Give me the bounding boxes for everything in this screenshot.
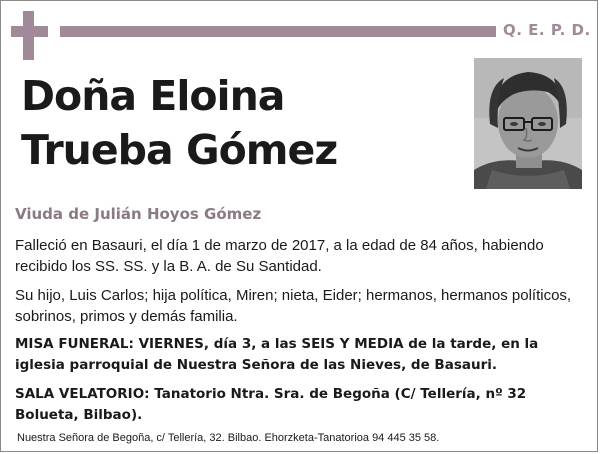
name-line-1: Doña Eloina <box>21 72 285 120</box>
name-line-2: Trueba Gómez <box>21 126 338 174</box>
funeral-mass-paragraph: MISA FUNERAL: VIERNES, día 3, a las SEIS Y MEDIA de la tarde, en la iglesia parroquial de Nuestra Señora de las Nieves, de Basauri. <box>15 336 539 373</box>
cross-icon-bar <box>11 26 48 37</box>
portrait-photo-drawing <box>474 58 582 189</box>
funeral-home-footer: Nuestra Señora de Begoña, c/ Tellería, 32. Bilbao. Ehorzketa-Tanatorioa 94 445 35 58. <box>17 432 440 444</box>
family-paragraph: Su hijo, Luis Carlos; hija política, Miren; nieta, Eider; hermanos, hermanos políticos, sobrinos, primos y demás familia. <box>15 287 572 325</box>
portrait-photo <box>474 58 582 189</box>
qepd-label: Q. E. P. D. <box>503 21 591 39</box>
deceased-name <box>21 69 337 177</box>
death-notice-paragraph: Falleció en Basauri, el día 1 de marzo de 2017, a la edad de 84 años, habiendo recibido los SS. SS. y la B. A. de Su Santidad. <box>15 237 544 275</box>
wake-room-paragraph: SALA VELATORIO: Tanatorio Ntra. Sra. de Begoña (C/ Tellería, nº 32 Bolueta, Bilbao). <box>15 386 527 423</box>
header-band <box>60 26 496 37</box>
widow-of-line: Viuda de Julián Hoyos Gómez <box>15 205 262 223</box>
